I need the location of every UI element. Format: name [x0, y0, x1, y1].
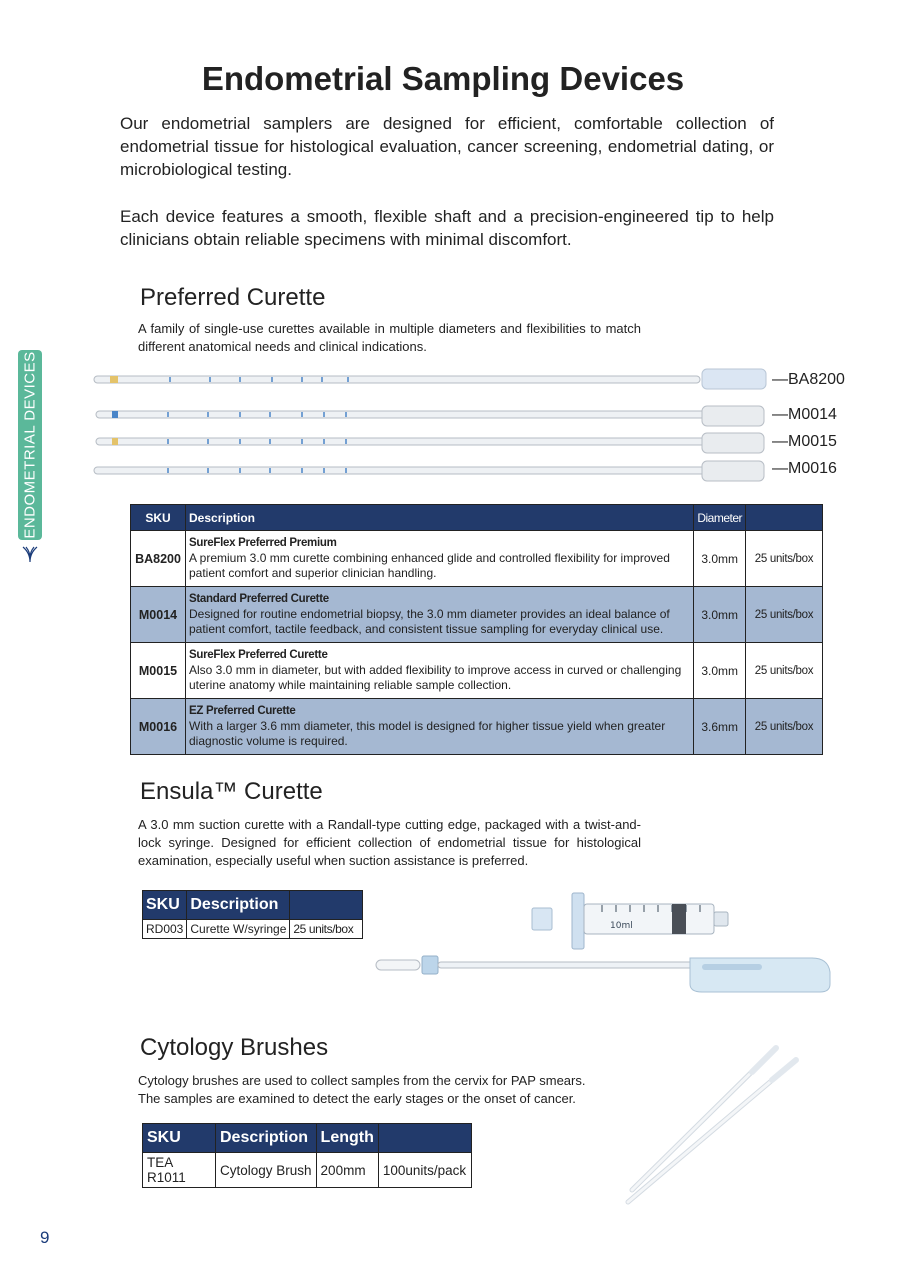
syringe-volume-label: 10ml: [610, 921, 633, 931]
description-cell: Cytology Brush: [216, 1153, 317, 1188]
curette-label-ba8200: —BA8200: [772, 371, 845, 388]
curette-ba8200-image: [94, 369, 770, 389]
cytology-description-line-1: Cytology brushes are used to collect samples from the cervix for PAP smears.: [138, 1073, 586, 1088]
column-header-description: Description: [187, 891, 290, 920]
column-header-sku: SKU: [143, 891, 187, 920]
table-row: [131, 643, 823, 699]
sku-cell: M0015: [131, 643, 186, 699]
diameter-cell: 3.0mm: [694, 643, 746, 699]
table-row: [143, 1153, 472, 1188]
quantity-cell: 100units/pack: [378, 1153, 471, 1188]
cytology-brush-table: [142, 1123, 472, 1188]
sku-cell: BA8200: [131, 531, 186, 587]
column-header-quantity: [746, 505, 823, 531]
table-header-row: [143, 1124, 472, 1153]
ensula-curette-heading: Ensula™ Curette: [140, 778, 323, 805]
page-number: 9: [40, 1228, 50, 1247]
column-header-sku: SKU: [143, 1124, 216, 1153]
curette-label-m0016: —M0016: [772, 460, 837, 477]
brand-logo-icon: [20, 544, 40, 564]
preferred-curette-table: [130, 504, 823, 755]
cytology-description-line-2: The samples are examined to detect the early stages or the onset of cancer.: [138, 1091, 576, 1106]
diameter-cell: 3.0mm: [694, 531, 746, 587]
cytology-brush-image: [612, 1040, 812, 1210]
diameter-cell: 3.0mm: [694, 587, 746, 643]
column-header-sku: SKU: [131, 505, 186, 531]
column-header-description: Description: [186, 505, 694, 531]
quantity-cell: 25 units/box: [746, 531, 823, 587]
product-name: SureFlex Preferred Premium: [189, 537, 337, 549]
quantity-cell: 25 units/box: [746, 587, 823, 643]
diameter-cell: 3.6mm: [694, 699, 746, 755]
curette-m0015-image: [96, 433, 764, 453]
sku-cell: M0014: [131, 587, 186, 643]
ensula-curette-table: [142, 890, 363, 939]
preferred-curette-heading: Preferred Curette: [140, 284, 326, 311]
curette-product-image: [90, 364, 770, 488]
syringe-image: [532, 893, 728, 949]
table-header-row: [131, 505, 823, 531]
ensula-curette-description: A 3.0 mm suction curette with a Randall-type cutting edge, packaged with a twist-and-lock syringe. Designed for efficient collection of endometrial tissue for histological examination, especially useful when suction assistance is preferred.: [138, 817, 641, 868]
column-header-description: Description: [216, 1124, 317, 1153]
cytology-description: [138, 1072, 585, 1108]
product-description: A premium 3.0 mm curette combining enhanced glide and controlled flexibility for improved patient comfort and superior clinician handling.: [189, 551, 670, 580]
column-header-length: Length: [316, 1124, 378, 1153]
length-cell: 200mm: [316, 1153, 378, 1188]
curette-m0016-image: [94, 461, 764, 481]
description-cell: [186, 531, 694, 587]
description-cell: [186, 699, 694, 755]
brush-2-image: [628, 1060, 796, 1202]
preferred-curette-description: A family of single-use curettes available in multiple diameters and flexibilities to match different anatomical needs and clinical indications.: [138, 321, 641, 354]
product-description: Also 3.0 mm in diameter, but with added flexibility to improve access in curved or challenging uterine anatomy while maintaining reliable sample collection.: [189, 663, 682, 692]
product-name: SureFlex Preferred Curette: [189, 649, 328, 661]
product-description: Designed for routine endometrial biopsy, the 3.0 mm diameter provides an ideal balance of patient comfort, tactile feedback, and consistent tissue sampling for everyday clinical use.: [189, 607, 670, 636]
brush-1-image: [632, 1048, 776, 1190]
description-cell: [186, 643, 694, 699]
quantity-cell: 25 units/box: [746, 699, 823, 755]
curette-label-m0015: —M0015: [772, 433, 837, 450]
description-cell: [186, 587, 694, 643]
ensula-syringe-image: [372, 888, 838, 1000]
page-title: Endometrial Sampling Devices: [201, 60, 685, 97]
sku-cell: TEA R1011: [143, 1153, 216, 1188]
product-name: Standard Preferred Curette: [189, 593, 329, 605]
intro-paragraph-1: Our endometrial samplers are designed for efficient, comfortable collection of endometrial tissue for histological evaluation, cancer screening, endometrial dating, or microbiological testing.: [120, 114, 774, 179]
cytology-brushes-heading: Cytology Brushes: [140, 1034, 329, 1061]
column-header-quantity: [378, 1124, 471, 1153]
side-section-label: ENDOMETRIAL DEVICES: [21, 351, 39, 539]
table-row: [131, 587, 823, 643]
product-description: With a larger 3.6 mm diameter, this model is designed for higher tissue yield when greater diagnostic volume is required.: [189, 719, 666, 748]
column-header-quantity: [290, 891, 363, 920]
quantity-cell: 25 units/box: [746, 643, 823, 699]
quantity-cell: 25 units/box: [290, 920, 363, 939]
curette-label-m0014: —M0014: [772, 406, 837, 423]
intro-paragraph-2: Each device features a smooth, flexible shaft and a precision-engineered tip to help clinicians obtain reliable specimens with minimal discomfort.: [120, 207, 774, 249]
sku-cell: RD003: [143, 920, 187, 939]
table-row: [131, 531, 823, 587]
column-header-diameter: Diameter: [694, 505, 746, 531]
table-row: [143, 920, 363, 939]
curette-m0014-image: [96, 406, 764, 426]
sku-cell: M0016: [131, 699, 186, 755]
ensula-curette-tube-image: [376, 956, 830, 992]
table-row: [131, 699, 823, 755]
product-name: EZ Preferred Curette: [189, 705, 296, 717]
table-header-row: [143, 891, 363, 920]
description-cell: Curette W/syringe: [187, 920, 290, 939]
